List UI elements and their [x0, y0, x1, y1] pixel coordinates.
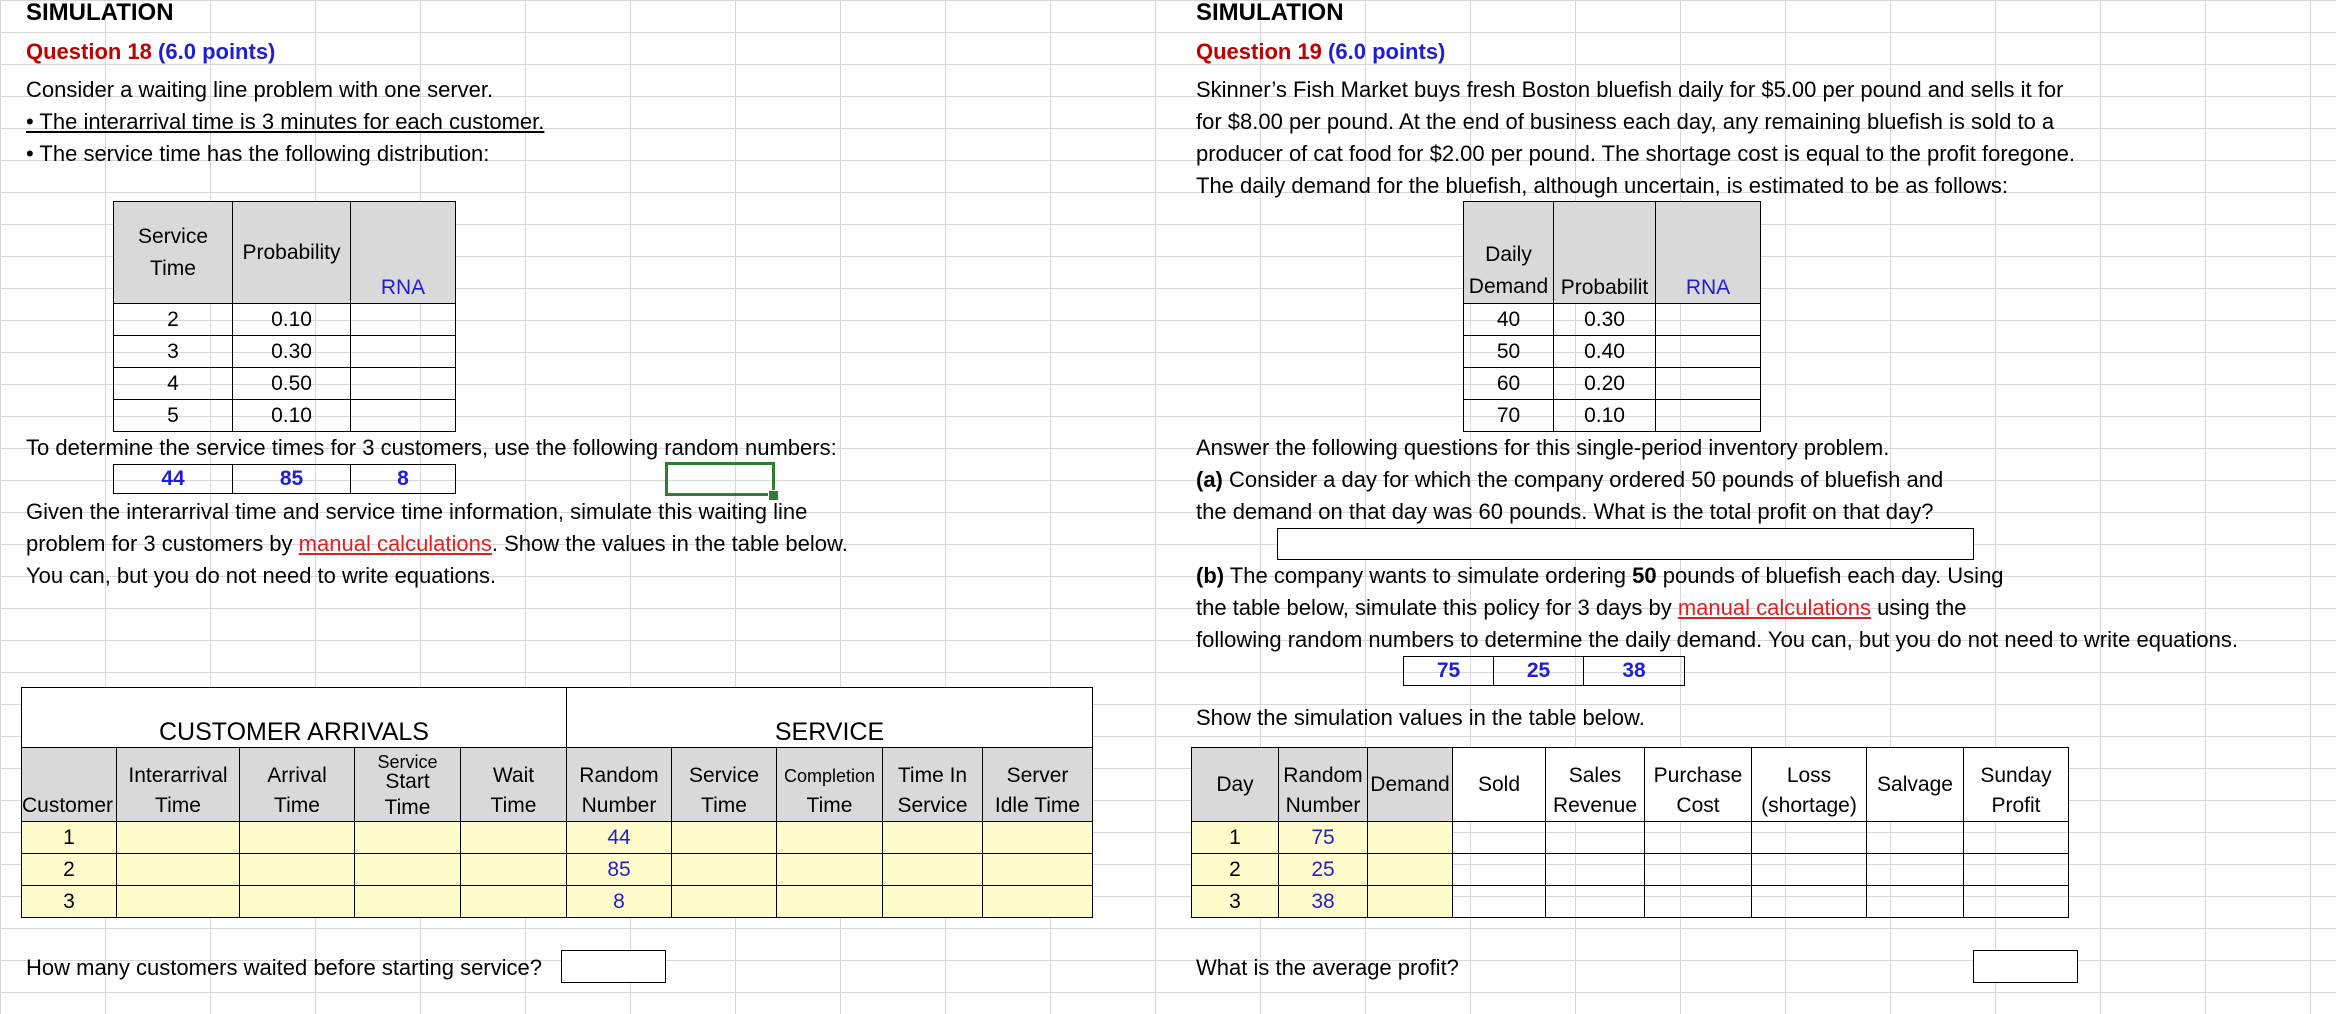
q18-random-value: 85 — [567, 854, 672, 886]
q18-points: (6.0 points) — [158, 39, 276, 64]
q18-random-intro: To determine the service times for 3 customers, use the following random numbers: — [26, 435, 837, 460]
q18-instr-text: problem for 3 customers by — [26, 531, 299, 556]
q19-random-value: 75 — [1279, 822, 1368, 854]
q19-random-number: 25 — [1494, 657, 1584, 686]
q19-part-b-line3: following random numbers to determine the daily demand. You can, but you do not need to write equations. — [1196, 627, 2239, 652]
q19-col-salvage: Salvage — [1867, 748, 1964, 822]
q18-col-idle: Server Idle Time — [983, 748, 1093, 822]
q18-input-cell[interactable] — [355, 886, 461, 918]
q19-dist-demand: 60 — [1464, 368, 1554, 400]
q19-paragraph-line3: producer of cat food for $2.00 per pound. The shortage cost is equal to the profit foregone. — [1196, 141, 2075, 166]
q19-input-cell[interactable] — [1645, 854, 1752, 886]
q19-paragraph-line4: The daily demand for the bluefish, although uncertain, is estimated to be as follows: — [1196, 173, 2009, 198]
q18-dist-rna-cell[interactable] — [351, 304, 456, 336]
q19-col-purchase-cost: Purchase Cost — [1645, 748, 1752, 822]
q18-input-cell[interactable] — [240, 886, 355, 918]
q18-input-cell[interactable] — [672, 822, 777, 854]
q18-dist-prob: 0.10 — [233, 400, 351, 432]
q18-col-service-start: Service Start Time — [355, 748, 461, 822]
q18-input-cell[interactable] — [355, 822, 461, 854]
q19-dist-prob: 0.40 — [1554, 336, 1656, 368]
q18-dist-header-time: Service Time — [114, 202, 233, 304]
q18-input-cell[interactable] — [117, 822, 240, 854]
q19-answer-intro: Answer the following questions for this single-period inventory problem. — [1196, 435, 1890, 460]
q19-part-b-text: pounds of bluefish each day. Using — [1656, 563, 2004, 588]
q18-input-cell[interactable] — [883, 822, 983, 854]
q19-dist-demand: 40 — [1464, 304, 1554, 336]
q18-input-cell[interactable] — [461, 886, 567, 918]
q18-dist-rna-cell[interactable] — [351, 368, 456, 400]
q19-manual-calculations-link[interactable]: manual calculations — [1677, 595, 1872, 620]
q19-input-cell[interactable] — [1752, 886, 1867, 918]
q19-part-a-text: Consider a day for which the company ordered 50 pounds of bluefish and — [1222, 467, 1944, 492]
q19-random-number: 38 — [1584, 657, 1685, 686]
q18-section-title: SIMULATION — [26, 0, 174, 26]
q18-bullet-interarrival: • The interarrival time is 3 minutes for each customer. — [26, 109, 545, 134]
q19-part-b-text: the table below, simulate this policy for 3 days by — [1196, 595, 1678, 620]
q18-col-completion: Completion Time — [777, 748, 883, 822]
q19-input-cell[interactable] — [1453, 854, 1546, 886]
q18-question-header — [26, 36, 275, 68]
q18-dist-prob: 0.10 — [233, 304, 351, 336]
q19-part-b-text: The company wants to simulate ordering — [1224, 563, 1633, 588]
q19-input-cell[interactable] — [1368, 886, 1453, 918]
q18-service-header: SERVICE — [567, 688, 1093, 748]
q19-simulation-table — [1191, 747, 2069, 918]
q18-dist-rna-cell[interactable] — [351, 400, 456, 432]
q18-customer-id: 2 — [22, 854, 117, 886]
q19-part-b-line2 — [1196, 592, 1966, 624]
selected-cell[interactable] — [665, 462, 775, 496]
q19-input-cell[interactable] — [1964, 854, 2069, 886]
q18-dist-header-rna: RNA — [351, 202, 456, 304]
q19-part-b-order-qty: 50 — [1632, 563, 1657, 588]
q18-input-cell[interactable] — [777, 822, 883, 854]
q18-random-numbers — [113, 464, 456, 494]
q19-dist-prob: 0.30 — [1554, 304, 1656, 336]
q19-input-cell[interactable] — [1752, 822, 1867, 854]
q18-col-random: Random Number — [567, 748, 672, 822]
q19-input-cell[interactable] — [1368, 822, 1453, 854]
q19-col-demand: Demand — [1368, 748, 1453, 822]
q19-part-a-line2: the demand on that day was 60 pounds. What is the total profit on that day? — [1196, 499, 1934, 524]
q18-input-cell[interactable] — [117, 854, 240, 886]
q18-input-cell[interactable] — [777, 854, 883, 886]
q19-dist-prob: 0.20 — [1554, 368, 1656, 400]
q18-col-service-time: Service Time — [672, 748, 777, 822]
q18-dist-time: 3 — [114, 336, 233, 368]
q19-input-cell[interactable] — [1546, 886, 1645, 918]
q19-paragraph-line1: Skinner’s Fish Market buys fresh Boston bluefish daily for $5.00 per pound and sells it for — [1196, 77, 2064, 102]
q19-day-id: 3 — [1192, 886, 1279, 918]
q18-question-number: Question 18 — [26, 39, 152, 64]
q19-col-sales-revenue: Sales Revenue — [1546, 748, 1645, 822]
q19-dist-header-rna: RNA — [1656, 202, 1761, 304]
q18-input-cell[interactable] — [983, 822, 1093, 854]
q19-random-value: 38 — [1279, 886, 1368, 918]
q19-input-cell[interactable] — [1453, 822, 1546, 854]
q19-part-b-line1 — [1196, 560, 2004, 592]
q18-random-value: 44 — [567, 822, 672, 854]
q18-dist-prob: 0.30 — [233, 336, 351, 368]
q18-random-number: 44 — [114, 465, 233, 494]
q18-dist-time: 4 — [114, 368, 233, 400]
q19-avg-question: What is the average profit? — [1196, 955, 1459, 980]
q19-dist-header-demand: Daily Demand — [1464, 202, 1554, 304]
q18-wait-question: How many customers waited before starting service? — [26, 955, 542, 980]
q19-col-sold: Sold — [1453, 748, 1546, 822]
q19-random-number: 75 — [1404, 657, 1494, 686]
q19-input-cell[interactable] — [1964, 822, 2069, 854]
q18-manual-calculations-link[interactable]: manual calculations — [298, 531, 492, 556]
q19-input-cell[interactable] — [1453, 886, 1546, 918]
q19-dist-rna-cell[interactable] — [1656, 304, 1761, 336]
q18-col-arrival: Arrival Time — [240, 748, 355, 822]
q18-input-cell[interactable] — [777, 886, 883, 918]
q19-part-a-answer-box[interactable] — [1277, 528, 1974, 560]
q18-input-cell[interactable] — [883, 886, 983, 918]
q19-dist-rna-cell[interactable] — [1656, 368, 1761, 400]
q19-section-title: SIMULATION — [1196, 0, 1344, 26]
q18-col-customer: Customer — [22, 748, 117, 822]
q18-dist-time: 5 — [114, 400, 233, 432]
q19-col-profit: Sunday Profit — [1964, 748, 2069, 822]
q18-input-cell[interactable] — [983, 854, 1093, 886]
q18-random-value: 8 — [567, 886, 672, 918]
q18-input-cell[interactable] — [983, 886, 1093, 918]
q19-input-cell[interactable] — [1645, 822, 1752, 854]
q19-dist-demand: 50 — [1464, 336, 1554, 368]
q18-bullet-service: • The service time has the following distribution: — [26, 141, 490, 166]
q18-input-cell[interactable] — [883, 854, 983, 886]
q19-dist-prob: 0.10 — [1554, 400, 1656, 432]
q18-input-cell[interactable] — [461, 822, 567, 854]
q19-input-cell[interactable] — [1867, 822, 1964, 854]
q19-random-numbers — [1403, 656, 1685, 686]
q19-input-cell[interactable] — [1368, 854, 1453, 886]
q18-dist-header-prob: Probability — [233, 202, 351, 304]
q19-input-cell[interactable] — [1964, 886, 2069, 918]
q18-col-time-in-service: Time In Service — [883, 748, 983, 822]
q18-input-cell[interactable] — [461, 854, 567, 886]
q19-dist-rna-cell[interactable] — [1656, 336, 1761, 368]
q18-col-interarrival: Interarrival Time — [117, 748, 240, 822]
q18-col-wait: Wait Time — [461, 748, 567, 822]
q19-avg-answer-box[interactable] — [1973, 950, 2078, 983]
q19-dist-rna-cell[interactable] — [1656, 400, 1761, 432]
q19-random-value: 25 — [1279, 854, 1368, 886]
q18-input-cell[interactable] — [672, 854, 777, 886]
q18-instructions-line2 — [26, 528, 848, 560]
q19-part-b-label: (b) — [1196, 563, 1225, 588]
q18-random-number: 8 — [351, 465, 456, 494]
q19-part-a-line1 — [1196, 464, 1943, 496]
q18-instructions-line1: Given the interarrival time and service time information, simulate this waiting line — [26, 499, 808, 524]
q19-input-cell[interactable] — [1645, 886, 1752, 918]
q19-col-random: Random Number — [1279, 748, 1368, 822]
q19-col-day: Day — [1192, 748, 1279, 822]
q18-input-cell[interactable] — [355, 854, 461, 886]
q19-points: (6.0 points) — [1328, 39, 1446, 64]
q18-input-cell[interactable] — [117, 886, 240, 918]
q18-customer-id: 1 — [22, 822, 117, 854]
q18-input-cell[interactable] — [240, 822, 355, 854]
q18-input-cell[interactable] — [240, 854, 355, 886]
q19-question-header — [1196, 36, 1445, 68]
q19-day-id: 2 — [1192, 854, 1279, 886]
q19-input-cell[interactable] — [1867, 886, 1964, 918]
q19-day-id: 1 — [1192, 822, 1279, 854]
q18-dist-prob: 0.50 — [233, 368, 351, 400]
q19-demand-table — [1463, 201, 1761, 432]
q19-paragraph-line2: for $8.00 per pound. At the end of business each day, any remaining bluefish is sold to a — [1196, 109, 2055, 134]
q19-part-b-text: using the — [1871, 595, 1967, 620]
q19-dist-header-prob: Probabilit — [1554, 202, 1656, 304]
q18-instructions-line3: You can, but you do not need to write equations. — [26, 563, 497, 588]
q19-show-label: Show the simulation values in the table below. — [1196, 705, 1645, 730]
q18-dist-time: 2 — [114, 304, 233, 336]
q19-col-loss: Loss (shortage) — [1752, 748, 1867, 822]
q19-input-cell[interactable] — [1867, 854, 1964, 886]
q18-wait-answer-box[interactable] — [561, 950, 666, 983]
q18-intro: Consider a waiting line problem with one server. — [26, 77, 494, 102]
q19-part-a-label: (a) — [1196, 467, 1223, 492]
q19-input-cell[interactable] — [1546, 854, 1645, 886]
q18-dist-rna-cell[interactable] — [351, 336, 456, 368]
q18-service-distribution-table — [113, 201, 456, 432]
q18-customer-arrivals-header: CUSTOMER ARRIVALS — [22, 688, 567, 748]
q19-input-cell[interactable] — [1546, 822, 1645, 854]
q18-random-number: 85 — [233, 465, 351, 494]
q19-input-cell[interactable] — [1752, 854, 1867, 886]
q18-input-cell[interactable] — [672, 886, 777, 918]
q18-simulation-table — [21, 687, 1093, 918]
q18-instr-text: . Show the values in the table below. — [491, 531, 848, 556]
q19-dist-demand: 70 — [1464, 400, 1554, 432]
q19-question-number: Question 19 — [1196, 39, 1322, 64]
q18-customer-id: 3 — [22, 886, 117, 918]
